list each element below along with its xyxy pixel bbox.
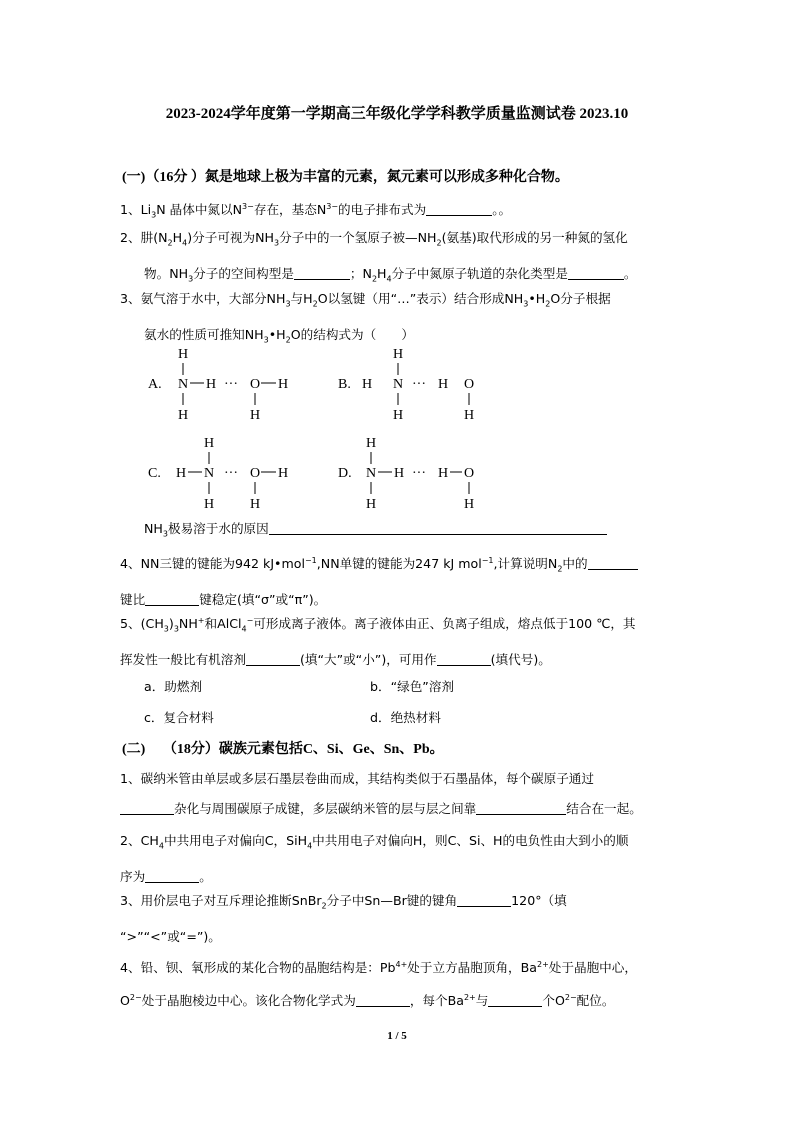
atom-h: H xyxy=(178,408,189,423)
question-2-3: 3、用价层电子对互斥理论推断SnBr$_2$分子中Sn—Br键的键角 120°（填 “>”“<”或“=”)。 xyxy=(120,893,567,944)
question-1-4: 4、NN三键的键能为942 kJ•mol$^{-1}$,NN单键的键能为247 kJ mol$^{-1}$,计算说明$N_2$中的 键比 键稳定(填“σ”或“π”)。 xyxy=(120,546,680,615)
answer-blank[interactable] xyxy=(269,521,607,535)
atom-o: O xyxy=(464,466,475,481)
question-1-1: 1、$Li_3N$ 晶体中氮以$N^{3-}$存在，基态$N^{3-}$的电子排布式为 。。 xyxy=(120,202,512,220)
option-label: D. xyxy=(338,466,352,481)
choice-a[interactable]: a．助燃剂 xyxy=(144,679,203,694)
atom-h: H xyxy=(250,497,261,512)
atom-h: H xyxy=(464,408,475,423)
atom-n: N xyxy=(393,377,404,392)
option-c-structure[interactable] xyxy=(148,432,308,517)
answer-blank[interactable] xyxy=(145,869,199,883)
answer-blank[interactable] xyxy=(476,801,566,815)
answer-blank[interactable] xyxy=(294,266,350,280)
hydrogen-bond-dots: ··· xyxy=(412,466,426,481)
option-label: B. xyxy=(338,377,351,392)
atom-h: H xyxy=(393,347,404,362)
answer-blank[interactable] xyxy=(145,592,199,606)
atom-h: H xyxy=(438,377,449,392)
choice-c[interactable]: c．复合材料 xyxy=(144,710,214,725)
atom-h: H xyxy=(278,466,289,481)
section1-header: (一)（16分 ）氮是地球上极为丰富的元素，氮元素可以形成多种化合物。 xyxy=(122,170,569,185)
answer-blank[interactable] xyxy=(356,993,410,1007)
question-1-2: 2、肼$(N_2H_4)$分子可视为$NH_3$分子中的一个氢原子被$—NH_2$(氨基)取代形成的另一种氮的氢化 物。$NH_3$分子的空间构型是 ；$N_2H_4$分子中氮原子轨道的杂化类型是 。 xyxy=(120,230,637,284)
atom-h: H xyxy=(393,408,404,423)
atom-h: H xyxy=(204,436,215,451)
answer-blank[interactable] xyxy=(246,652,300,666)
atom-h: H xyxy=(464,497,475,512)
atom-n: N xyxy=(366,466,377,481)
hydrogen-bond-dots: ··· xyxy=(224,466,238,481)
question-2-2: 2、$CH_4$中共用电子对偏向C，SiH$_4$中共用电子对偏向H，则C、Si、H的电负性由大到小的顺 序为 。 xyxy=(120,833,629,884)
atom-o: O xyxy=(250,466,261,481)
hydrogen-bond-dots: ··· xyxy=(224,377,238,392)
answer-blank[interactable] xyxy=(488,993,542,1007)
answer-blank[interactable] xyxy=(437,652,491,666)
answer-blank[interactable] xyxy=(457,893,511,907)
question-1-3: 3、氨气溶于水中，大部分$NH_3$与$H_2O$以氢键（用“…”表示）结合形成$NH_3•H_2O$分子根据 氨水的性质可推知$NH_3•H_2O$的结构式为（ ） xyxy=(120,291,611,345)
answer-blank[interactable] xyxy=(588,556,638,570)
page-number: 1 / 5 xyxy=(387,1030,407,1042)
hydrogen-bond-dots: ··· xyxy=(412,377,426,392)
choice-d[interactable]: d．绝热材料 xyxy=(370,710,441,725)
option-label: C. xyxy=(148,466,161,481)
question-2-1: 1、碳纳米管由单层或多层石墨层卷曲而成，其结构类似于石墨晶体，每个碳原子通过 杂化与周围碳原子成键，多层碳纳米管的层与层之间靠 结合在一起。 xyxy=(120,771,642,816)
choice-b[interactable]: b．“绿色”溶剂 xyxy=(370,679,455,694)
atom-h: H xyxy=(206,377,217,392)
question-1-5: 5、$(CH_3)_3NH^+$和AlCl$_4$−可形成离子液体。离子液体由正、负离子组成，熔点低于100 ℃，其 挥发性一般比有机溶剂 (填“大”或“小”)，可用作 (填代号)。 xyxy=(120,616,636,667)
page-title: 2023-2024学年度第一学期高三年级化学学科教学质量监测试卷 2023.10 xyxy=(165,106,629,122)
atom-h: H xyxy=(250,408,261,423)
question-2-4: 4、铅、钡、氧形成的某化合物的晶胞结构是：$Pb^{4+}$处于立方晶胞顶角，$Ba^{2+}$处于晶胞中心， $O^{2-}$处于晶胞棱边中心。该化合物化学式为 ，每个$Ba^{2+}$与 个$O^{2-}$配位。 xyxy=(120,960,637,1009)
option-label: A. xyxy=(148,377,162,392)
atom-n: N xyxy=(204,466,215,481)
section2-header: (二) （18分）碳族元素包括C、Si、Ge、Sn、Pb。 xyxy=(122,742,444,757)
atom-o: O xyxy=(464,377,475,392)
answer-blank[interactable] xyxy=(426,202,492,216)
answer-blank[interactable] xyxy=(568,266,624,280)
atom-n: N xyxy=(178,377,189,392)
atom-h: H xyxy=(394,466,405,481)
atom-h: H xyxy=(178,347,189,362)
atom-h: H xyxy=(278,377,289,392)
atom-h: H xyxy=(366,436,377,451)
atom-h: H xyxy=(362,377,373,392)
question-1-3-reason: $NH_3$极易溶于水的原因 xyxy=(144,514,704,550)
option-d-structure[interactable] xyxy=(338,432,498,517)
atom-o: O xyxy=(250,377,261,392)
atom-h: H xyxy=(438,466,449,481)
atom-h: H xyxy=(366,497,377,512)
option-a-structure[interactable] xyxy=(148,343,308,428)
atom-h: H xyxy=(204,497,215,512)
atom-h: H xyxy=(176,466,187,481)
option-b-structure[interactable] xyxy=(338,343,498,428)
answer-blank[interactable] xyxy=(120,801,174,815)
